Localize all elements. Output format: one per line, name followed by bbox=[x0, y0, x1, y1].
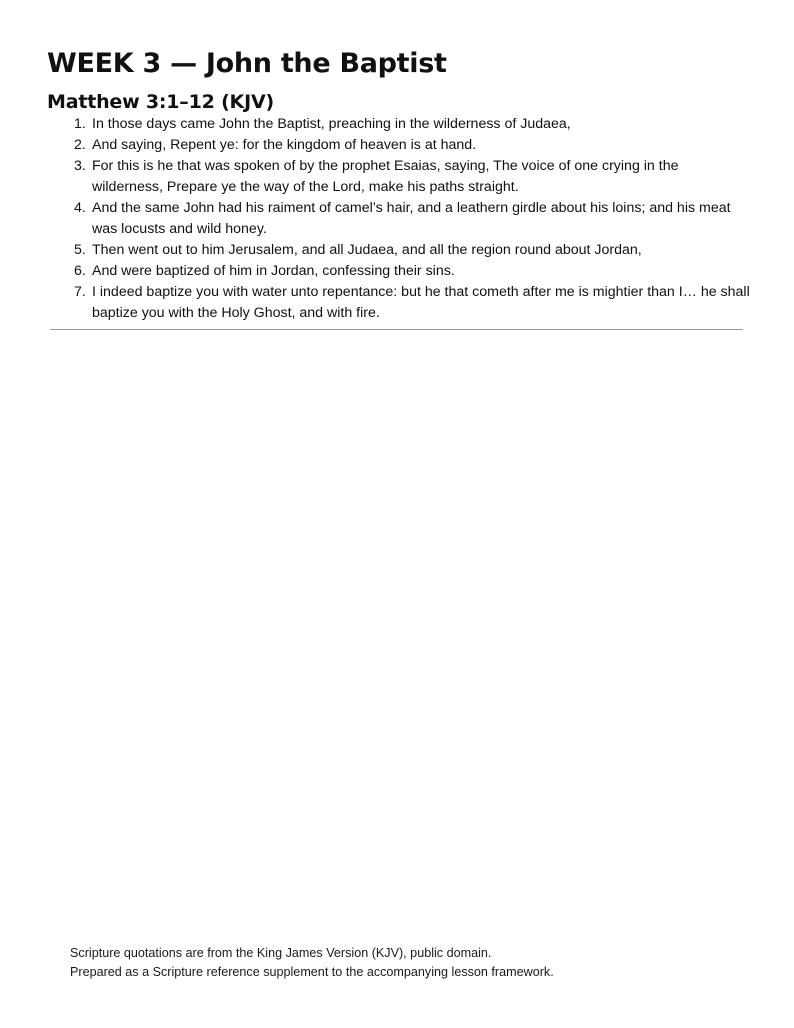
footer-line-attribution: Scripture quotations are from the King James Version (KJV), public domain. bbox=[70, 946, 492, 960]
verse-text: And saying, Repent ye: for the kingdom of heaven is at hand. bbox=[92, 137, 477, 153]
verse-number: 7. bbox=[74, 284, 86, 300]
verse-text: In those days came John the Baptist, preaching in the wilderness of Judaea, bbox=[92, 116, 571, 132]
verse-item bbox=[70, 156, 750, 198]
page-title: WEEK 3 — John the Baptist bbox=[47, 48, 447, 79]
verse-list bbox=[70, 114, 750, 324]
verse-item bbox=[70, 261, 750, 282]
section-divider bbox=[50, 329, 743, 330]
verse-item bbox=[70, 198, 750, 240]
verse-number: 5. bbox=[74, 242, 86, 258]
verse-number: 1. bbox=[74, 116, 86, 132]
verse-number: 6. bbox=[74, 263, 86, 279]
verse-number: 4. bbox=[74, 200, 86, 216]
verse-text: I indeed baptize you with water unto repentance: but he that cometh after me is mightier than I… he shall baptize you with the Holy Ghost, and with fire. bbox=[92, 284, 750, 321]
passage-heading: Matthew 3:1–12 (KJV) bbox=[47, 91, 274, 113]
verse-number: 2. bbox=[74, 137, 86, 153]
verse-text: Then went out to him Jerusalem, and all Judaea, and all the region round about Jordan, bbox=[92, 242, 642, 258]
verse-text: For this is he that was spoken of by the prophet Esaias, saying, The voice of one crying in the wilderness, Prepare ye the way of the Lord, make his paths straight. bbox=[92, 158, 679, 195]
footer-line-purpose: Prepared as a Scripture reference supplement to the accompanying lesson framework. bbox=[70, 965, 554, 979]
verse-item bbox=[70, 240, 750, 261]
verse-number: 3. bbox=[74, 158, 86, 174]
verse-item bbox=[70, 282, 750, 324]
verse-text: And the same John had his raiment of camel’s hair, and a leathern girdle about his loins; and his meat was locusts and wild honey. bbox=[92, 200, 731, 237]
verse-text: And were baptized of him in Jordan, confessing their sins. bbox=[92, 263, 455, 279]
verse-item bbox=[70, 135, 750, 156]
footer-note bbox=[70, 944, 554, 982]
verse-item bbox=[70, 114, 750, 135]
